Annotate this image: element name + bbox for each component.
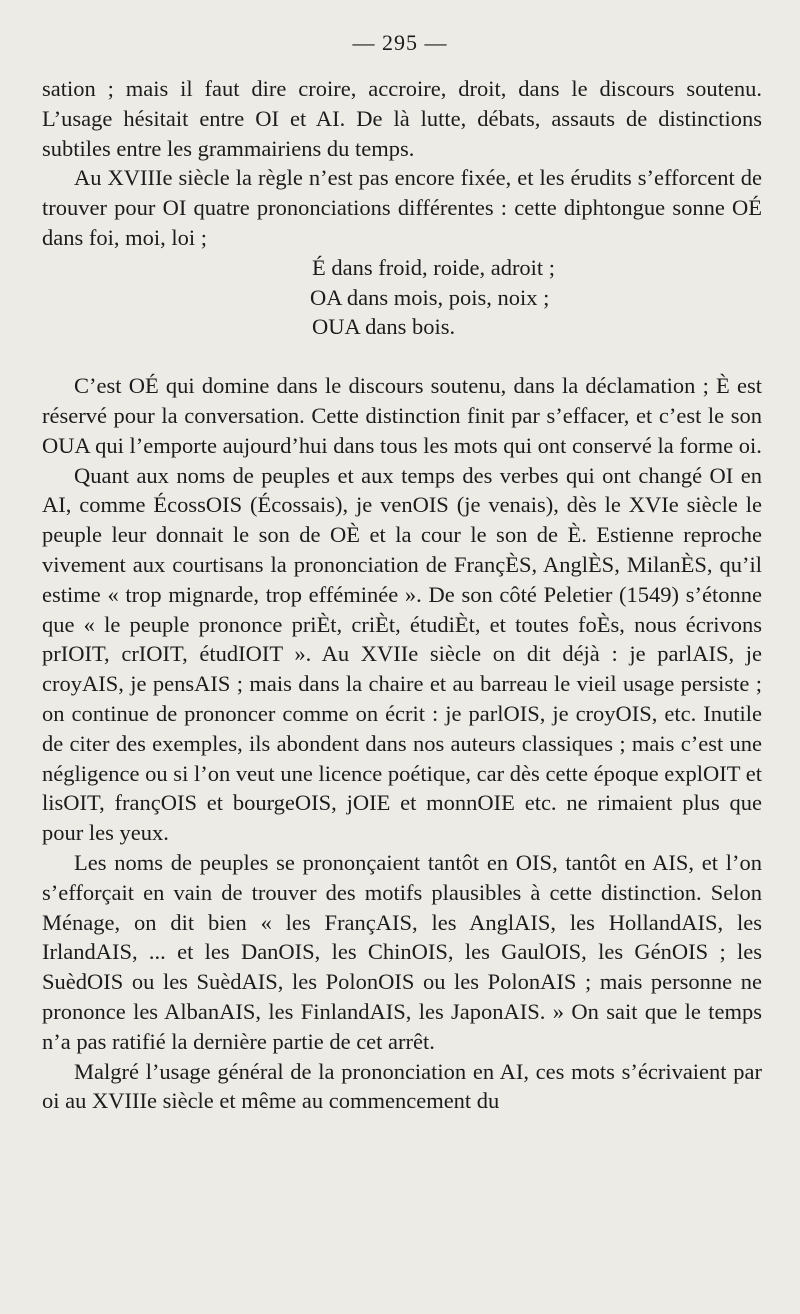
paragraph-continuation: sation ; mais il faut dire croire, accroire, droit, dans le discours soutenu. L’usage hésitait entre OI et AI. De là lutte, débats, assauts de distinctions subtiles entre les grammairiens du temps. (42, 76, 762, 161)
page-number: — 295 — (352, 30, 448, 55)
paragraph-pronunciations: Au XVIIIe siècle la règle n’est pas encore fixée, et les érudits s’efforcent de trouver pour OI quatre prononciations différentes : cette diphtongue sonne OÉ dans foi, moi, loi ; (42, 165, 762, 250)
paragraph-peoples-verbs: Quant aux noms de peuples et aux temps des verbes qui ont changé OI en AI, comme ÉcossOIS (Écossais), je venOIS (je venais), dès le XVIe siècle le peuple leur donnait le son de OÈ et la cour le son de È. Estienne reproche vivement aux courtisans la prononciation de FrançÈS, AnglÈS, MilanÈS, qu’il estime « trop mignarde, trop efféminée ». De son côté Peletier (1549) s’étonne que « le peuple prononce priÈt, criÈt, étudiÈt, et toutes foÈs, nous écrivons prIOIT, crIOIT, étudIOIT ». Au XVIIe siècle on dit déjà : je parlAIS, je croyAIS, je pensAIS ; mais dans la chaire et au barreau le vieil usage persiste ; on continue de prononcer comme on écrit : je parlOIS, je croyOIS, etc. Inutile de citer des exemples, ils abondent dans nos auteurs classiques ; mais c’est une négligence ou si l’on veut une licence poétique, car dès cette époque explOIT et lisOIT, françOIS et bourgeOIS, jOIE et monnOIE etc. ne rimaient plus que pour les yeux. (42, 462, 762, 846)
pronunciation-item-oua: OUA dans bois. (312, 314, 456, 340)
pronunciation-item-oa: OA dans mois, pois, noix ; (310, 284, 550, 310)
paragraph-gap (42, 342, 762, 371)
pronunciation-list (42, 253, 762, 342)
body-text (42, 74, 762, 1116)
paragraph-peoples-names: Les noms de peuples se prononçaient tantôt en OIS, tantôt en AIS, et l’on s’efforçait en vain de trouver des motifs plausibles à cette distinction. Selon Ménage, on dit bien « les FrançAIS, les AnglAIS, les HollandAIS, les IrlandAIS, ... et les DanOIS, les ChinOIS, les GaulOIS, les GénOIS ; les SuèdOIS ou les SuèdAIS, les PolonOIS ou les PolonAIS ; mais personne ne prononce les AlbanAIS, les FinlandAIS, les JaponAIS. » On sait que le temps n’a pas ratifié la dernière partie de cet arrêt. (42, 849, 762, 1054)
paragraph-spelling: Malgré l’usage général de la prononciation en AI, ces mots s’écrivaient par oi au XVIIIe siècle et même au commencement du (42, 1058, 762, 1114)
pronunciation-item-e: É dans froid, roide, adroit ; (312, 254, 556, 280)
paragraph-oe-dominates: C’est OÉ qui domine dans le discours soutenu, dans la déclamation ; È est réservé pour la conversation. Cette distinction finit par s’effacer, et c’est le son OUA qui l’emporte aujourd’hui dans tous les mots qui ont conservé la forme oi. (42, 373, 762, 458)
